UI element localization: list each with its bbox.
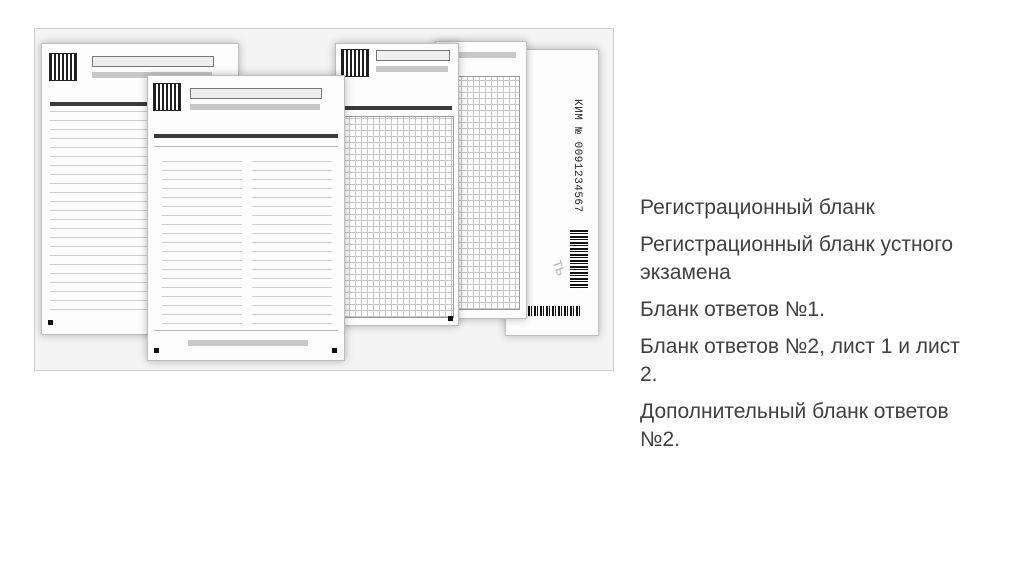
list-item-oral-registration: Регистрационный бланк устного экзамена (640, 233, 954, 284)
divider-line (154, 330, 338, 331)
divider-line (154, 146, 338, 147)
writing-grid (342, 116, 454, 318)
watermark-text: ть (548, 257, 570, 279)
sheet-title (92, 56, 214, 67)
corner-mark (448, 316, 453, 321)
kim-number: КИМ № 0091234567 (571, 99, 583, 213)
section-band (342, 106, 452, 110)
footer-line (188, 340, 308, 346)
qr-code (50, 54, 76, 80)
list-item-registration: Регистрационный бланк (640, 196, 875, 219)
form-types-list (640, 194, 960, 463)
answer-sheet-1 (147, 75, 345, 361)
qr-code (154, 84, 180, 110)
corner-mark (154, 348, 159, 353)
vertical-barcode (570, 230, 588, 290)
answer-sheet-2-page-1 (335, 43, 459, 326)
sheet-title (190, 88, 322, 99)
horizontal-barcode (522, 306, 582, 316)
sheet-title (376, 50, 450, 61)
qr-code (342, 50, 368, 76)
answer-rows-left (162, 154, 242, 324)
answer-rows-right (252, 154, 332, 324)
corner-mark (332, 348, 337, 353)
sheet-header (376, 66, 448, 72)
list-item-answer-sheet-2: Бланк ответов №2, лист 1 и лист 2. (640, 335, 960, 386)
sheet-header (190, 104, 320, 110)
corner-mark (48, 320, 53, 325)
section-band (154, 134, 338, 138)
list-item-additional-sheet: Дополнительный бланк ответов №2. (640, 400, 949, 451)
list-item-answer-sheet-1: Бланк ответов №1. (640, 298, 825, 321)
answer-forms-image (34, 28, 614, 371)
